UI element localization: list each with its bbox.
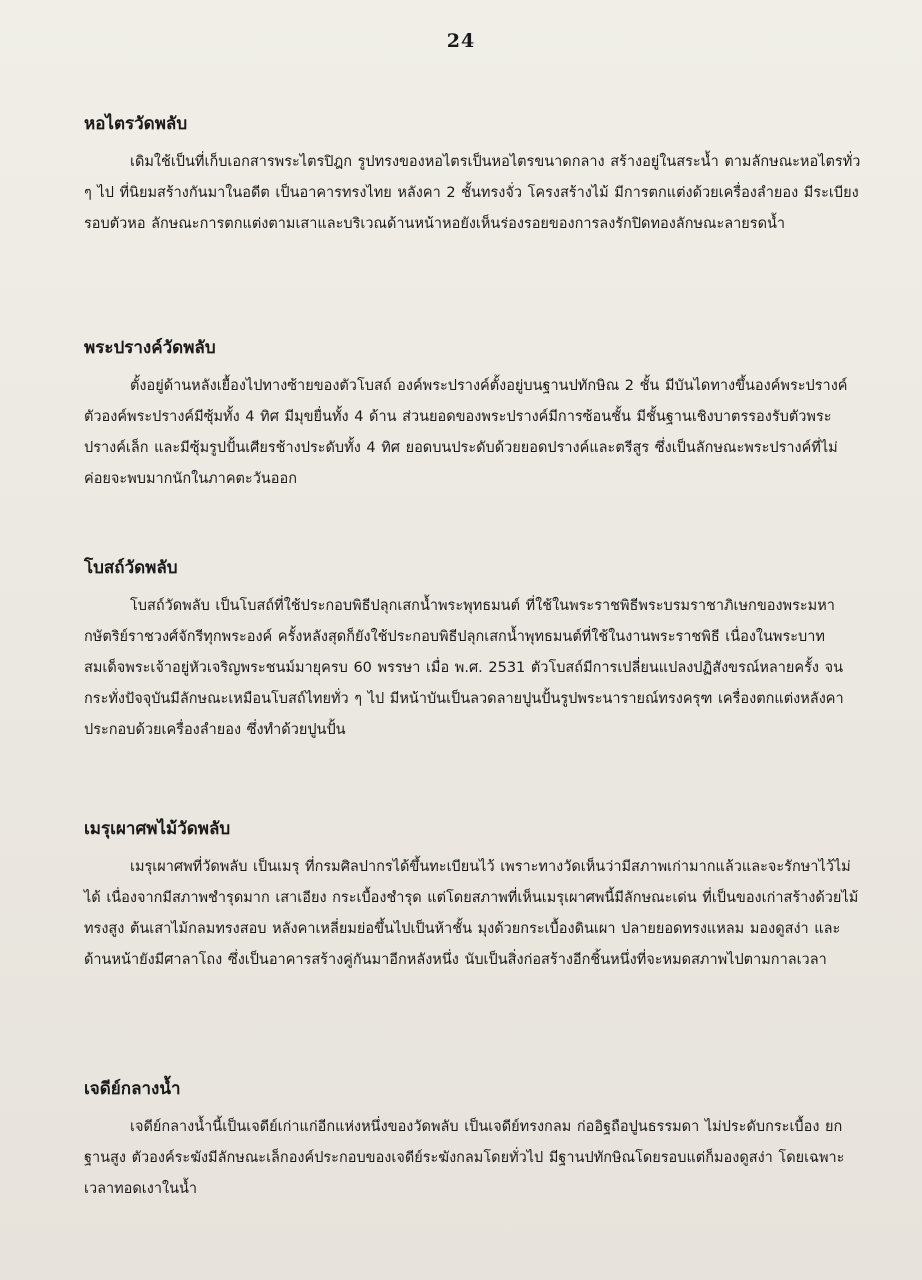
section-title: หอไตรวัดพลับ — [84, 114, 188, 134]
page-number: 24 — [446, 30, 476, 52]
section-paragraph: เดิมใช้เป็นที่เก็บเอกสารพระไตรปิฎก รูปทรงของหอไตรเป็นหอไตรขนาดกลาง สร้างอยู่ในสระน้ำ ตามลักษณะหอไตรทั่ว ๆ ไป ที่นิยมสร้างกันมาในอดีต เป็นอาคารทรงไทย หลังคา 2 ชั้นทรงจั่ว โครงสร้างไม้ มีการตกแต่งด้วยเครื่องลำยอง มีระเบียงรอบตัวหอ ลักษณะการตกแต่งตามเสาและบริเวณด้านหน้าหอยังเห็นร่องรอยของการลงรักปิดทองลักษณะลายรดน้ำ — [84, 154, 861, 232]
section-phra-prang — [84, 337, 864, 495]
section-title: เมรุเผาศพไม้วัดพลับ — [84, 819, 231, 839]
section-paragraph: โบสถ์วัดพลับ เป็นโบสถ์ที่ใช้ประกอบพิธีปลุกเสกน้ำพระพุทธมนต์ ที่ใช้ในพระราชพิธีพระบรมราชาภิเษกของพระมหากษัตริย์ราชวงศ์จักรีทุกพระองค์ ครั้งหลังสุดก็ยังใช้ประกอบพิธีปลุกเสกน้ำพุทธมนต์ที่ใช้ในงานพระราชพิธี เนื่องในพระบาทสมเด็จพระเจ้าอยู่หัวเจริญพระชนม์มายุครบ 60 พรรษา เมื่อ พ.ศ. 2531 ตัวโบสถ์มีการเปลี่ยนแปลงปฏิสังขรณ์หลายครั้ง จนกระทั่งปัจจุบันมีลักษณะเหมือนโบสถ์ไทยทั่ว ๆ ไป มีหน้าบันเป็นลวดลายปูนปั้นรูปพระนารายณ์ทรงครุฑ เครื่องตกแต่งหลังคาประกอบด้วยเครื่องลำยอง ซึ่งทำด้วยปูนปั้น — [84, 598, 844, 738]
section-title: เจดีย์กลางน้ำ — [84, 1079, 181, 1099]
section-title: พระปรางค์วัดพลับ — [84, 338, 216, 358]
section-paragraph: ตั้งอยู่ด้านหลังเยื้องไปทางซ้ายของตัวโบสถ์ องค์พระปรางค์ตั้งอยู่บนฐานปทักษิณ 2 ชั้น มีบันไดทางขึ้นองค์พระปรางค์ตัวองค์พระปรางค์มีซุ้มทั้ง 4 ทิศ มีมุขยื่นทั้ง 4 ด้าน ส่วนยอดของพระปรางค์มีการซ้อนชั้น มีชั้นฐานเชิงบาตรรองรับตัวพระปรางค์เล็ก และมีซุ้มรูปปั้นเศียรช้างประดับทั้ง 4 ทิศ ยอดบนประดับด้วยยอดปรางค์และตรีสูร ซึ่งเป็นลักษณะพระปรางค์ที่ไม่ค่อยจะพบมากนักในภาคตะวันออก — [84, 378, 848, 487]
section-chedi — [84, 1078, 864, 1205]
section-title: โบสถ์วัดพลับ — [84, 558, 178, 578]
section-paragraph: เมรุเผาศพที่วัดพลับ เป็นเมรุ ที่กรมศิลปากรได้ขึ้นทะเบียนไว้ เพราะทางวัดเห็นว่ามีสภาพเก่ามากแล้วและจะรักษาไว้ไม่ได้ เนื่องจากมีสภาพชำรุดมาก เสาเอียง กระเบื้องชำรุด แต่โดยสภาพที่เห็นเมรุเผาศพนี้มีลักษณะเด่น ที่เป็นของเก่าสร้างด้วยไม้ทรงสูง ต้นเสาไม้กลมทรงสอบ หลังคาเหลี่ยมย่อขึ้นไปเป็นห้าชั้น มุงด้วยกระเบื้องดินเผา ปลายยอดทรงแหลม มองดูสง่า และด้านหน้ายังมีศาลาโถง ซึ่งเป็นอาคารสร้างคู่กันมาอีกหลังหนึ่ง นับเป็นสิ่งก่อสร้างอีกชิ้นหนึ่งที่จะหมดสภาพไปตามกาลเวลา — [84, 859, 859, 968]
section-ho-trai — [84, 113, 864, 240]
section-meru — [84, 818, 864, 976]
section-bot — [84, 557, 864, 746]
section-paragraph: เจดีย์กลางน้ำนี้เป็นเจดีย์เก่าแก่อีกแห่งหนึ่งของวัดพลับ เป็นเจดีย์ทรงกลม ก่ออิฐถือปูนธรรมดา ไม่ประดับกระเบื้อง ยกฐานสูง ตัวองค์ระฆังมีลักษณะเล็กองค์ประกอบของเจดีย์ระฆังกลมโดยทั่วไป มีฐานปทักษิณโดยรอบแต่ก็มองดูสง่า โดยเฉพาะเวลาทอดเงาในน้ำ — [84, 1119, 845, 1197]
